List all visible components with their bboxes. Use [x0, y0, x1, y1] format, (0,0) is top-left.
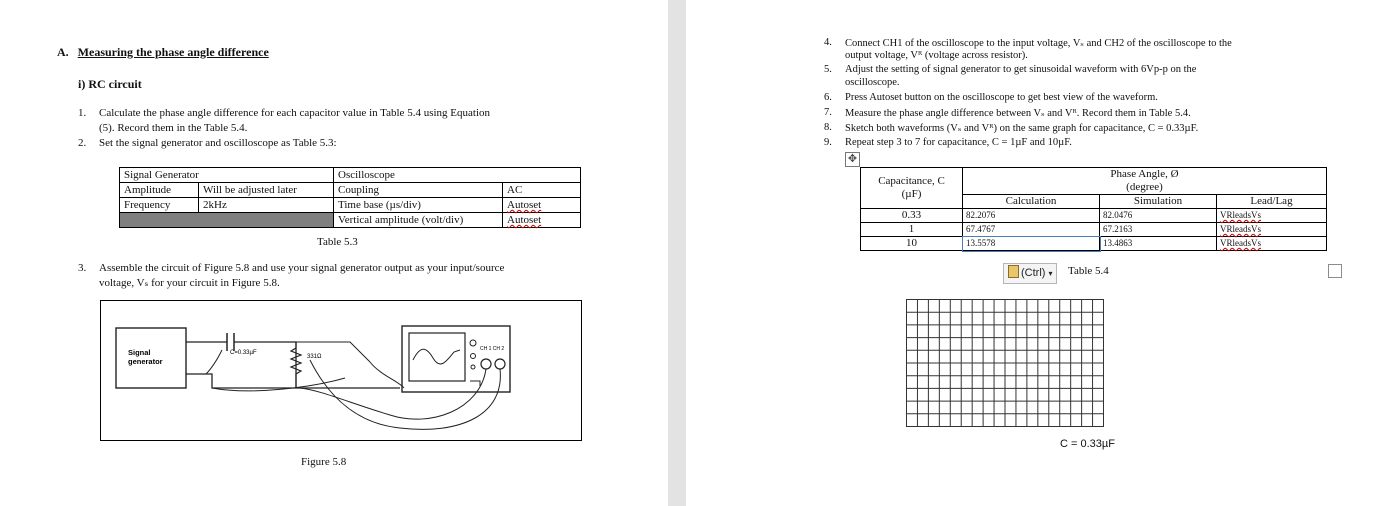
- table-resize-handle[interactable]: [1328, 264, 1342, 278]
- generator-label: generator: [128, 357, 163, 366]
- header-text: Capacitance, C: [878, 175, 945, 187]
- table-cell[interactable]: 82.0476: [1100, 209, 1217, 223]
- table-cell: 0.33: [861, 209, 963, 223]
- step-number: 4.: [824, 37, 832, 48]
- subheader-lead-lag: Lead/Lag: [1217, 195, 1327, 209]
- step-number: 2.: [78, 137, 87, 149]
- section-title: Measuring the phase angle difference: [77, 45, 269, 59]
- table-cell: 1: [861, 223, 963, 237]
- step-3: [78, 262, 505, 289]
- step-text-cont: voltage, Vₛ for your circuit in Figure 5.8.: [99, 277, 280, 289]
- step-text: Measure the phase angle difference between Vₛ and Vᴿ. Record them in Table 5.4.: [845, 108, 1191, 119]
- page-gutter: [668, 0, 686, 506]
- step-number: 9.: [824, 137, 832, 148]
- subheader-calculation: Calculation: [963, 195, 1100, 209]
- table-5-4-caption: Table 5.4: [1068, 265, 1109, 277]
- step-number: 7.: [824, 107, 832, 118]
- paste-options-button[interactable]: [1003, 263, 1057, 284]
- step-text: Calculate the phase angle difference for each capacitor value in Table 5.4 using Equation: [99, 107, 490, 119]
- step-8: [824, 122, 1199, 134]
- header-phase-angle: [963, 168, 1327, 195]
- table-row: [120, 198, 581, 213]
- step-number: 1.: [78, 107, 87, 119]
- table-cell: Signal Generator: [120, 168, 334, 183]
- subheader-simulation: Simulation: [1100, 195, 1217, 209]
- table-row: [861, 237, 1327, 251]
- table-cell[interactable]: 13.4863: [1100, 237, 1217, 251]
- grid-lines: [906, 299, 1104, 427]
- step-5: [824, 64, 1197, 88]
- table-row: [120, 168, 581, 183]
- figure-5-8: [100, 300, 582, 441]
- sketch-grid: [906, 299, 1104, 432]
- table-cell: Time base (µs/div): [334, 198, 503, 213]
- capacitor-label: C=0.33µF: [230, 350, 257, 356]
- table-cell: AC: [503, 183, 581, 198]
- header-capacitance: [861, 168, 963, 209]
- step-text-cont: oscilloscope.: [845, 77, 900, 88]
- table-cell: Amplitude: [120, 183, 199, 198]
- table-cell: Oscilloscope: [334, 168, 581, 183]
- step-9: [824, 137, 1072, 148]
- table-cell[interactable]: 82.2076: [963, 209, 1100, 223]
- step-text: Set the signal generator and oscilloscope as Table 5.3:: [99, 137, 337, 149]
- chevron-down-icon: ▾: [1048, 269, 1053, 278]
- step-number: 8.: [824, 122, 832, 133]
- step-number: 3.: [78, 262, 87, 274]
- table-cell[interactable]: 13.5578: [963, 237, 1100, 251]
- table-cell: Vertical amplitude (volt/div): [334, 213, 503, 228]
- step-number: 5.: [824, 64, 832, 75]
- subsection-title: i) RC circuit: [78, 77, 142, 91]
- header-text: Phase Angle, Ø: [1110, 168, 1179, 180]
- table-row: [861, 223, 1327, 237]
- table-header-row: [861, 168, 1327, 195]
- table-cell: Autoset: [503, 213, 581, 228]
- table-cell[interactable]: VRleadsVs: [1217, 209, 1327, 223]
- step-4: [824, 37, 1232, 61]
- table-cell: Frequency: [120, 198, 199, 213]
- table-cell: 2kHz: [199, 198, 334, 213]
- table-cell[interactable]: VRleadsVs: [1217, 237, 1327, 251]
- clipboard-icon: [1008, 265, 1019, 278]
- section-heading: [57, 45, 269, 60]
- step-text: Repeat step 3 to 7 for capacitance, C = 1µF and 10µF.: [845, 137, 1072, 148]
- step-text: Adjust the setting of signal generator to get sinusoidal waveform with 6Vp-p on the: [845, 64, 1197, 75]
- table-cell: Coupling: [334, 183, 503, 198]
- table-cell: 10: [861, 237, 963, 251]
- table-cell[interactable]: 67.2163: [1100, 223, 1217, 237]
- grid-caption: C = 0.33µF: [1060, 438, 1115, 450]
- step-6: [824, 92, 1158, 103]
- table-row: [120, 213, 581, 228]
- header-text: (degree): [1126, 181, 1163, 193]
- channel-label: CH 1 CH 2: [480, 346, 505, 352]
- step-text-cont: output voltage, Vᴿ (voltage across resistor).: [845, 50, 1028, 61]
- table-move-handle-icon[interactable]: ✥: [845, 152, 860, 167]
- step-text: Connect CH1 of the oscilloscope to the input voltage, Vₛ and CH2 of the oscilloscope to the: [845, 38, 1232, 49]
- figure-caption: Figure 5.8: [301, 456, 347, 468]
- table-5-4: [860, 167, 1327, 251]
- step-2: [78, 137, 337, 149]
- table-5-3: [119, 167, 581, 228]
- step-text: Press Autoset button on the oscilloscope to get best view of the waveform.: [845, 92, 1158, 103]
- generator-label: Signal: [128, 348, 151, 357]
- resistor-label: 331Ω: [307, 354, 322, 360]
- table-cell[interactable]: VRleadsVs: [1217, 223, 1327, 237]
- section-letter: A.: [57, 45, 69, 59]
- table-row: [861, 209, 1327, 223]
- table-5-3-caption: Table 5.3: [317, 236, 358, 248]
- paste-options-label: (Ctrl): [1021, 267, 1046, 279]
- step-text: Assemble the circuit of Figure 5.8 and use your signal generator output as your input/source: [99, 262, 505, 274]
- right-page: [686, 0, 1379, 506]
- table-cell[interactable]: 67.4767: [963, 223, 1100, 237]
- table-cell: Will be adjusted later: [199, 183, 334, 198]
- step-text-cont: (5). Record them in the Table 5.4.: [99, 122, 248, 134]
- table-cell: Autoset: [503, 198, 581, 213]
- step-text: Sketch both waveforms (Vₛ and Vᴿ) on the same graph for capacitance, C = 0.33µF.: [845, 123, 1199, 134]
- step-7: [824, 107, 1191, 119]
- step-1: [78, 107, 490, 134]
- table-row: [120, 183, 581, 198]
- header-text: (µF): [901, 188, 922, 200]
- step-number: 6.: [824, 92, 832, 103]
- oscilloscope-screen: [409, 333, 465, 381]
- shaded-cell: [120, 213, 334, 228]
- left-page: [0, 0, 668, 506]
